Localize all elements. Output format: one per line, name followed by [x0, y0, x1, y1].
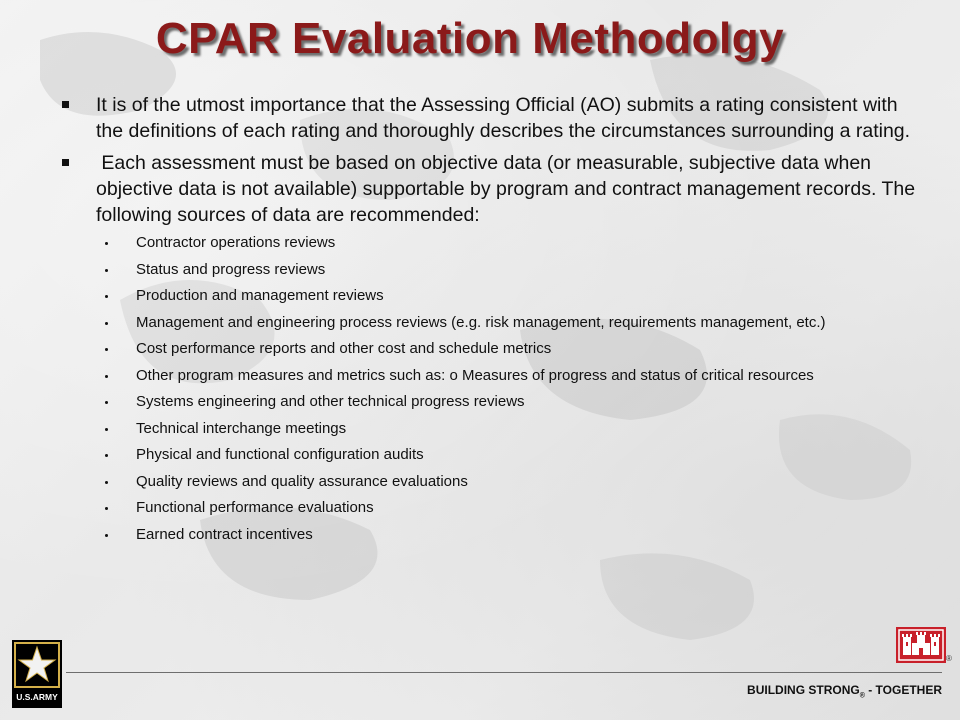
footer-brand-left: BUILDING STRONG [747, 683, 860, 697]
list-item-text: Cost performance reports and other cost and schedule metrics [136, 340, 552, 357]
round-bullet-icon [105, 428, 108, 431]
list-item [60, 526, 920, 545]
bullet-point [60, 92, 920, 144]
bullet-point [60, 150, 920, 228]
list-item-text: Earned contract incentives [136, 525, 313, 543]
round-bullet-icon [105, 481, 108, 484]
list-item [60, 446, 920, 465]
list-item-text: Management and engineering process reviews (e.g. risk management, requirements management, etc.) [136, 313, 826, 331]
footer-tagline [747, 683, 942, 699]
round-bullet-icon [105, 401, 108, 404]
bullet-text: Each assessment must be based on objective data (or measurable, subjective data when objective data is not available) supportable by program and contract management records. The following sources of data are recommended: [96, 152, 921, 226]
usace-castle-logo-icon [896, 627, 946, 663]
bullet-text: It is of the utmost importance that the Assessing Official (AO) submits a rating consistent with the definitions of each rating and thoroughly describes the circumstances surrounding a rating. [96, 94, 911, 142]
round-bullet-icon [105, 534, 108, 537]
registered-mark: ® [859, 692, 865, 700]
usace-registered-mark: ® [946, 654, 952, 663]
list-item [60, 420, 920, 439]
list-item-text: Systems engineering and other technical progress reviews [136, 393, 525, 410]
round-bullet-icon [105, 242, 108, 245]
slide-title: CPAR Evaluation Methodolgy [155, 14, 785, 63]
army-logo-text: U.S.ARMY [16, 692, 58, 702]
list-item [60, 261, 920, 280]
list-item-text: Functional performance evaluations [136, 499, 374, 516]
list-item-text: Quality reviews and quality assurance evaluations [136, 472, 468, 490]
list-item [60, 314, 920, 333]
footer-brand-right: - TOGETHER [864, 683, 942, 697]
list-item [60, 340, 920, 359]
army-star-logo-icon [12, 640, 62, 708]
list-item-text: Status and progress reviews [136, 260, 326, 278]
list-item-text: Contractor operations reviews [136, 234, 336, 251]
list-item [60, 393, 920, 412]
data-sources-list [60, 234, 920, 544]
round-bullet-icon [105, 269, 108, 272]
slide-content [60, 92, 920, 552]
round-bullet-icon [105, 295, 108, 298]
list-item [60, 499, 920, 518]
round-bullet-icon [105, 454, 108, 457]
list-item-text: Technical interchange meetings [136, 419, 347, 437]
list-item [60, 234, 920, 253]
list-item-text: Physical and functional configuration audits [136, 446, 424, 463]
footer-divider [66, 672, 942, 673]
round-bullet-icon [105, 322, 108, 325]
square-bullet-icon [62, 159, 69, 166]
square-bullet-icon [62, 101, 69, 108]
round-bullet-icon [105, 507, 108, 510]
list-item [60, 287, 920, 306]
list-item [60, 473, 920, 492]
list-item [60, 367, 920, 386]
list-item-text: Other program measures and metrics such as: o Measures of progress and status of critical resources [136, 366, 814, 384]
round-bullet-icon [105, 375, 108, 378]
round-bullet-icon [105, 348, 108, 351]
list-item-text: Production and management reviews [136, 287, 384, 304]
